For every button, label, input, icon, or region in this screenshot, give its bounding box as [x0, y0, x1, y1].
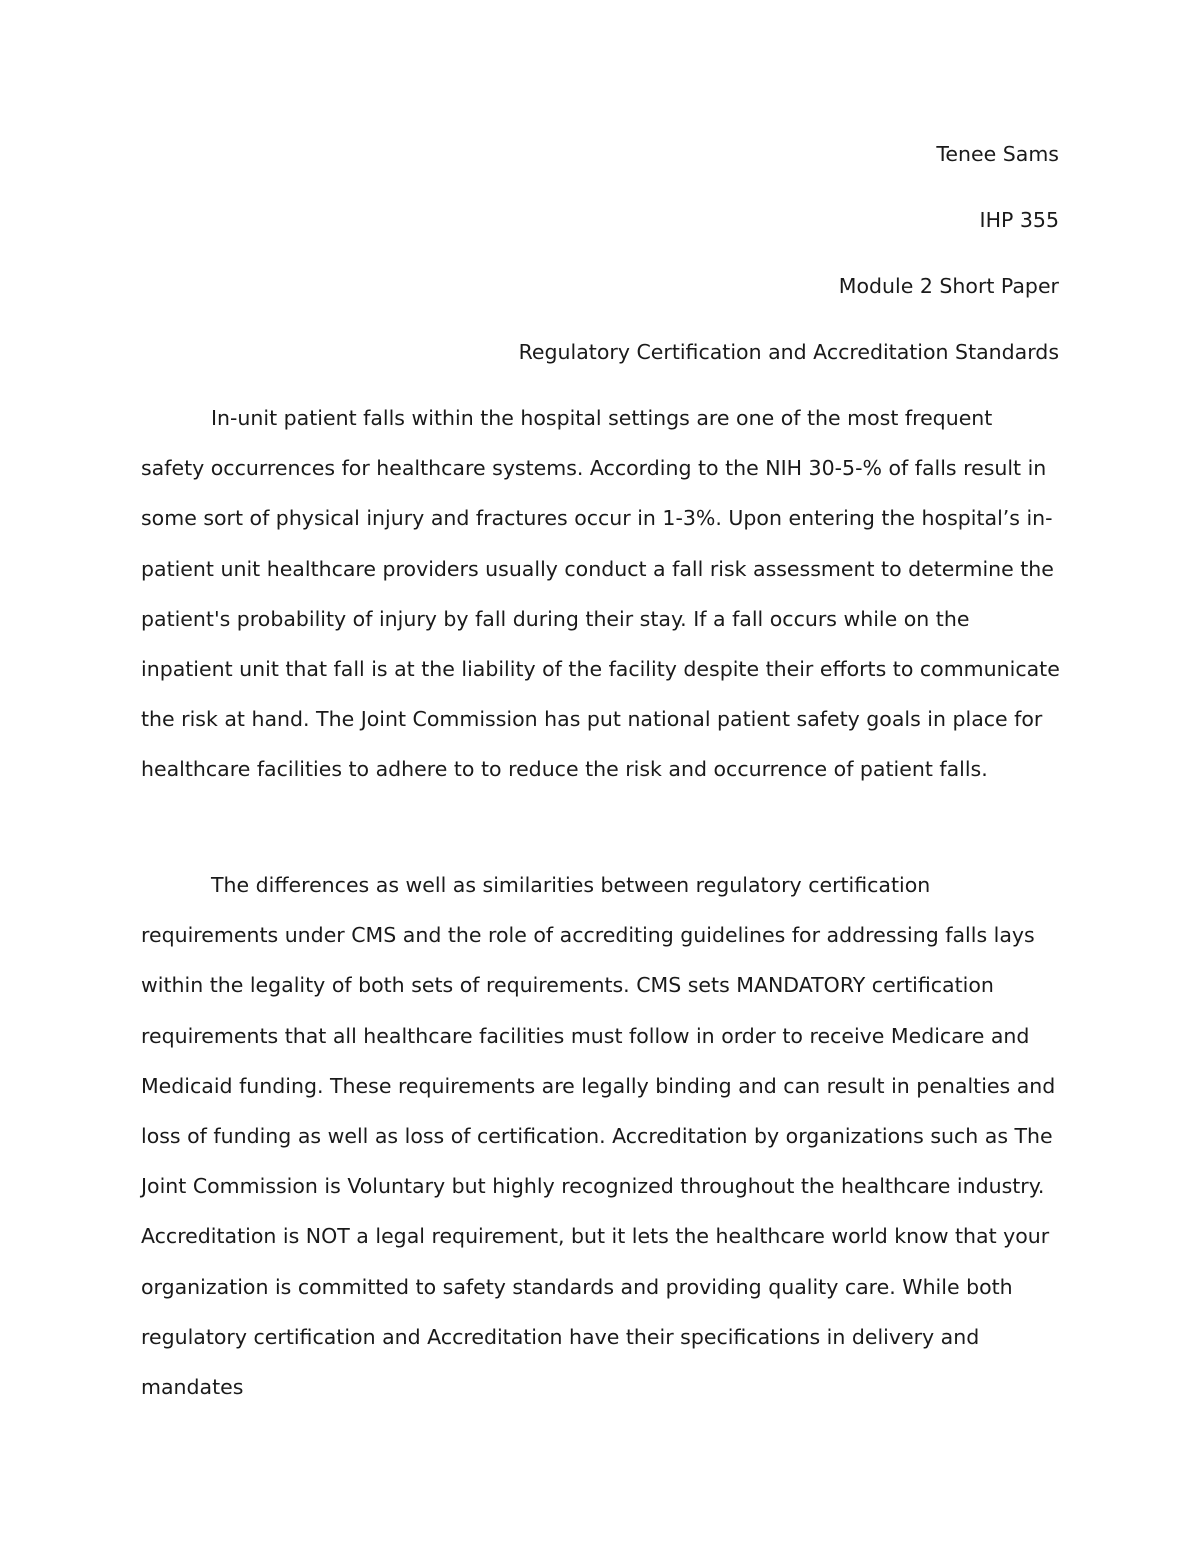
paragraph-1-container [141, 393, 1061, 795]
paragraph-2-container [141, 860, 1061, 1412]
paper-title: Regulatory Certification and Accreditation Standards [518, 340, 1059, 364]
paragraph-1: In-unit patient falls within the hospital settings are one of the most frequent safety occurrences for healthcare systems. According to the NIH 30-5-% of falls result in some sort of physical injury and fractures occur in 1-3%. Upon entering the hospital’s in-patient unit healthcare providers usually conduct a fall risk assessment to determine the patient's probability of injury by fall during their stay. If a fall occurs while on the inpatient unit that fall is at the liability of the facility despite their efforts to communicate the risk at hand. The Joint Commission has put national patient safety goals in place for healthcare facilities to adhere to to reduce the risk and occurrence of patient falls. [141, 406, 1060, 782]
author-name: Tenee Sams [936, 142, 1059, 166]
course-code: IHP 355 [979, 208, 1059, 232]
assignment-name: Module 2 Short Paper [838, 274, 1059, 298]
paragraph-2: The differences as well as similarities between regulatory certification requirements under CMS and the role of accrediting guidelines for addressing falls lays within the legality of both sets of requirements. CMS sets MANDATORY certification requirements that all healthcare facilities must follow in order to receive Medicare and Medicaid funding. These requirements are legally binding and can result in penalties and loss of funding as well as loss of certification. Accreditation by organizations such as The Joint Commission is Voluntary but highly recognized throughout the healthcare industry. Accreditation is NOT a legal requirement, but it lets the healthcare world know that your organization is committed to safety standards and providing quality care. While both regulatory certification and Accreditation have their specifications in delivery and mandates [141, 873, 1056, 1400]
